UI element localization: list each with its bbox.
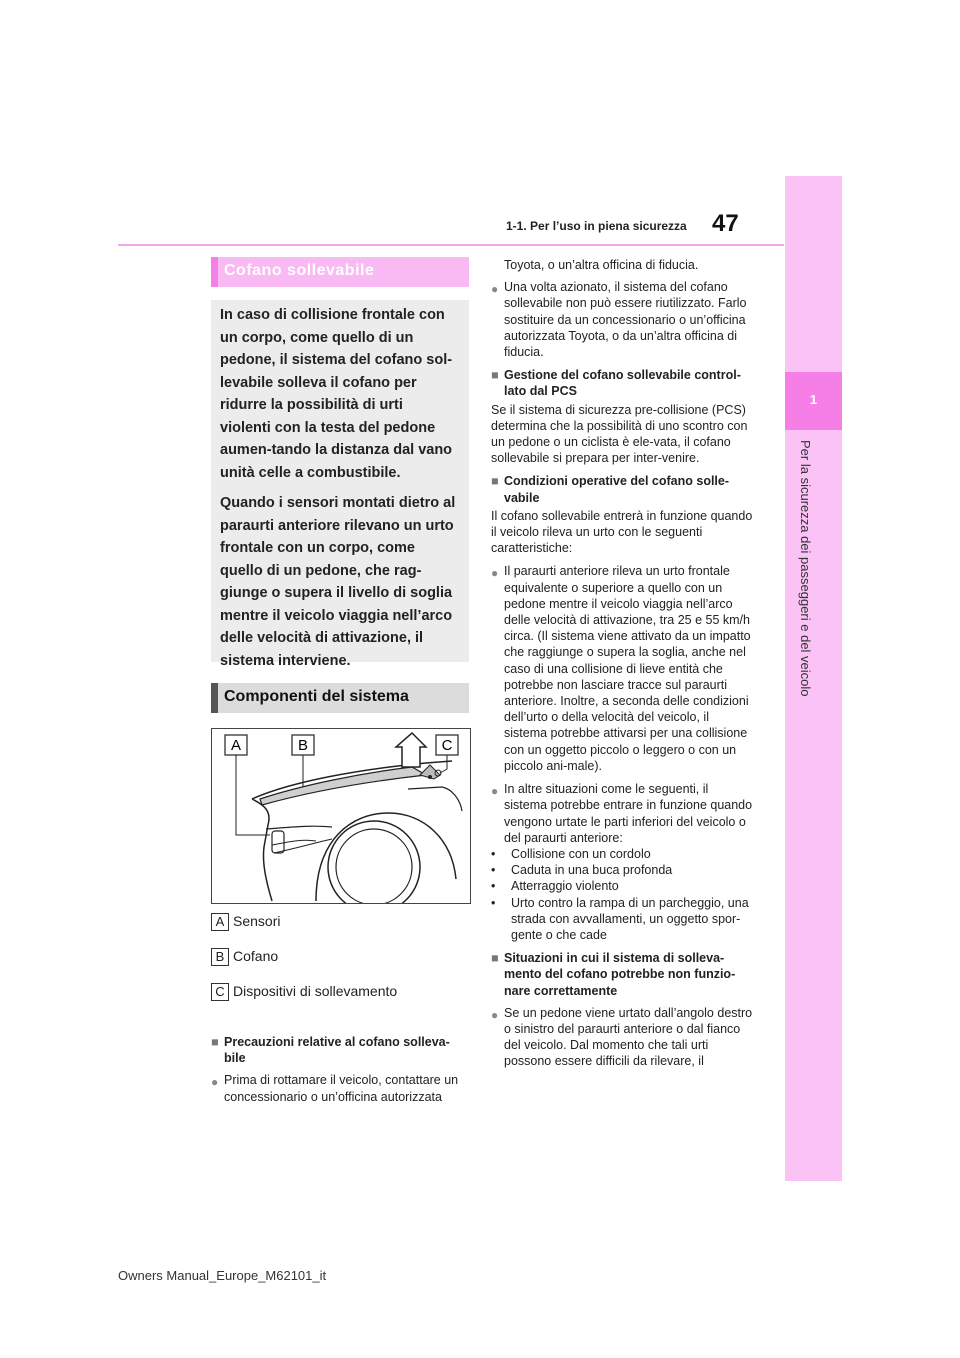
intro-paragraph-2: Quando i sensori montati dietro al paraurti anteriore rilevano un urto frontale con un corpo, come quello di un pedone, che rag-giunge o supera il livello di soglia mentre il veicolo viaggia nell’arco delle velocità di attivazione, il sistema interviene.: [220, 495, 456, 669]
subheading-pcs: ■ Gestione del cofano sollevabile control-lato dal PCS: [491, 368, 741, 399]
chapter-number: 1: [809, 392, 818, 407]
legend-key: A: [211, 913, 229, 931]
dash-item: • Urto contro la rampa di un parcheggio, una strada con avvallamenti, un oggetto spor-gente o che cade: [491, 895, 749, 942]
square-bullet-icon: ■: [491, 951, 499, 966]
bullet-item: ● Una volta azionato, il sistema del cofano sollevabile non può essere riutilizzato. Farlo sostituire da un concessionario o un’officina autorizzata Toyota, o da un’altra officina di fiducia.: [491, 280, 747, 360]
heading-marker: [211, 257, 218, 287]
dash-bullet: •: [491, 863, 496, 878]
legend-key: C: [211, 983, 229, 1001]
square-bullet-icon: ■: [491, 474, 499, 489]
dash-bullet: •: [491, 846, 496, 861]
section-heading-componenti: [211, 683, 469, 713]
hood-components-illustration: [211, 728, 471, 904]
figure-label-b: B: [297, 737, 309, 754]
dash-item: • Caduta in una buca profonda: [491, 863, 673, 878]
page-number: 47: [712, 210, 739, 237]
section-header: 1-1. Per l’uso in piena sicurezza: [506, 219, 687, 233]
circle-bullet-icon: ●: [491, 784, 499, 799]
precautions-block: [211, 1034, 469, 1112]
intro-paragraph-1: In caso di collisione frontale con un corpo, come quello di un pedone, il sistema del cofano sol-levabile solleva il cofano per ridurre la possibilità di urti violenti con la testa del pedone aumen-tando la distanza dal vano unità celle a combustibile.: [220, 307, 453, 481]
legend-item-c: [211, 983, 397, 1001]
dash-item: • Collisione con un cordolo: [491, 846, 651, 861]
continued-text: Toyota, o un’altra officina di fiducia.: [504, 258, 699, 272]
circle-bullet-icon: ●: [211, 1075, 219, 1090]
legend-text: Cofano: [233, 948, 279, 964]
chapter-side-tab: [785, 176, 842, 1181]
bullet-item: ● Se un pedone viene urtato dall’angolo destro o sinistro del paraurti anteriore o dal fianco del veicolo. Dal momento che tali urti possono essere difficili da rilevare, il: [491, 1005, 753, 1069]
section-heading-label: Cofano sollevabile: [224, 262, 375, 279]
section-heading-label: Componenti del sistema: [224, 688, 409, 705]
legend-item-a: [211, 913, 280, 931]
right-column: [491, 257, 753, 1077]
legend-text: Dispositivi di sollevamento: [233, 983, 398, 999]
dash-bullet: •: [491, 879, 496, 894]
dash-bullet: •: [491, 895, 496, 910]
intro-box: [211, 300, 469, 669]
figure-label-c: C: [441, 737, 453, 754]
header-divider: [118, 244, 784, 246]
figure-label-a: A: [230, 737, 242, 754]
circle-bullet-icon: ●: [491, 282, 499, 297]
subheading-precautions: ■ Precauzioni relative al cofano solleva-bile: [211, 1035, 450, 1066]
subheading-conditions: ■ Condizioni operative del cofano solle-vabile: [491, 474, 730, 505]
bullet-item: ● In altre situazioni come le seguenti, il sistema potrebbe entrare in funzione quando vengono urtate le parti inferiori del veicolo o del paraurti anteriore:: [491, 782, 753, 845]
legend-item-b: [211, 948, 278, 966]
section-heading-cofano: [211, 257, 469, 287]
footer-text: Owners Manual_Europe_M62101_it: [118, 1268, 327, 1283]
paragraph: Se il sistema di sicurezza pre-collisione (PCS) determina che la possibilità di uno scontro con un pedone o un ciclista è ele-vata, il cofano sollevabile si prepara per inter-venire.: [491, 402, 748, 466]
subheading-malfunction: ■ Situazioni in cui il sistema di solleva-mento del cofano potrebbe non funzio-nare correttamente: [491, 951, 736, 998]
chapter-title: Per la sicurezza dei passeggeri e del veicolo: [798, 440, 813, 697]
legend-key: B: [211, 948, 229, 966]
dash-item: • Atterraggio violento: [491, 879, 619, 894]
car-front-drawing: [212, 729, 470, 903]
square-bullet-icon: ■: [491, 368, 499, 383]
paragraph: Il cofano sollevabile entrerà in funzione quando il veicolo rileva un urto con le seguenti caratteristiche:: [491, 508, 753, 556]
legend-text: Sensori: [233, 913, 281, 929]
bullet-item: ● Il paraurti anteriore rileva un urto frontale equivalente o superiore a quello con un pedone mentre il veicolo viaggia nell’arco delle velocità di attivazione, tra 25 e 55 km/h circa. (Il sistema viene attivato da un impatto che raggiunge o supera la soglia, anche nel caso di una collisione di lieve entità che potrebbe non lasciare tracce sul paraurti anteriore. Inoltre, a seconda delle condizioni dell’urto o della velocità del veicolo, il sistema potrebbe attivarsi per una collisione con un oggetto piccolo o leggero o con un piccolo ani-male).: [491, 564, 751, 773]
square-bullet-icon: ■: [211, 1035, 219, 1049]
circle-bullet-icon: ●: [491, 1007, 499, 1022]
bullet-item: ● Prima di rottamare il veicolo, contattare un concessionario o un’officina autorizzata: [211, 1073, 459, 1104]
heading-marker: [211, 683, 218, 713]
circle-bullet-icon: ●: [491, 566, 499, 581]
